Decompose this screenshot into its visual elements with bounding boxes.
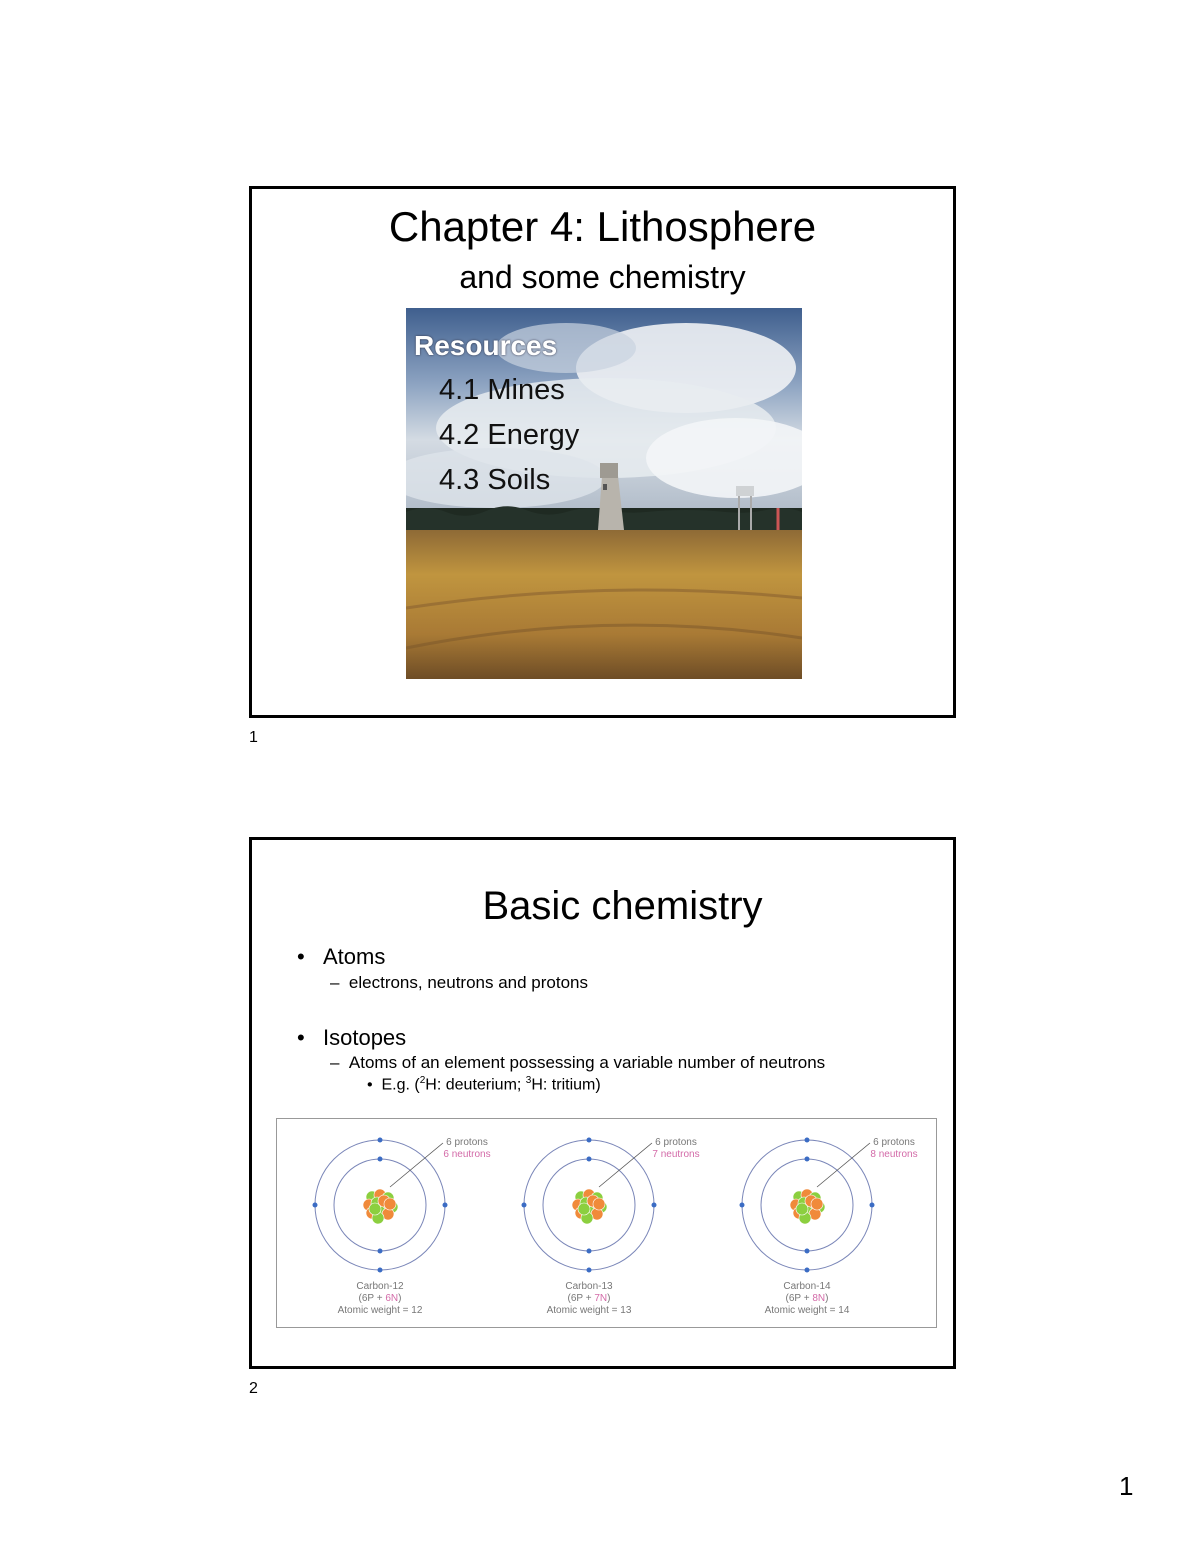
- proton: [796, 1203, 808, 1215]
- superscript: 3: [525, 1075, 532, 1086]
- neutron: [811, 1198, 823, 1210]
- atomic-weight: Atomic weight = 14: [764, 1305, 850, 1316]
- neutrons-label: 8 neutrons: [870, 1149, 918, 1160]
- bullet-label: Isotopes: [323, 1025, 407, 1050]
- slide-number: 2: [249, 1380, 258, 1397]
- proton: [369, 1203, 381, 1215]
- isotope-formula: (6P + 8N): [785, 1293, 829, 1304]
- bullet-label: Atoms: [323, 944, 386, 969]
- sub-bullet: – electrons, neutrons and protons: [330, 973, 589, 992]
- bullet-atoms: [297, 944, 385, 970]
- isotope-name: Carbon-13: [565, 1281, 613, 1292]
- example-bullet: • E.g. ($^2$H: deuterium; $^3$H: tritium): [367, 1075, 601, 1094]
- electron: [740, 1203, 745, 1208]
- resource-item: 4.1 Mines: [439, 374, 565, 406]
- isotopes-diagram: [277, 1119, 936, 1327]
- protons-label: 6 protons: [655, 1137, 697, 1148]
- isotope-name: Carbon-14: [783, 1281, 831, 1292]
- electron: [378, 1268, 383, 1273]
- isotope-formula: (6P + 7N): [567, 1293, 611, 1304]
- slide-subtitle: and some chemistry: [459, 259, 746, 295]
- electron: [870, 1203, 875, 1208]
- example-text: H: deuterium;: [425, 1076, 526, 1094]
- electron: [443, 1203, 448, 1208]
- electron: [652, 1203, 657, 1208]
- electron: [378, 1157, 383, 1162]
- resources-overlay: [406, 308, 802, 679]
- example-text: E.g. (: [381, 1076, 420, 1094]
- atomic-weight: Atomic weight = 13: [546, 1305, 632, 1316]
- neutron: [384, 1198, 396, 1210]
- slide-1: [249, 186, 956, 718]
- sub-bullet-text: electrons, neutrons and protons: [348, 973, 589, 992]
- slide-title: Basic chemistry: [482, 884, 763, 928]
- slide-number: 1: [249, 729, 258, 746]
- protons-label: 6 protons: [873, 1137, 915, 1148]
- bullet-dot: •: [297, 944, 305, 969]
- electron: [805, 1268, 810, 1273]
- pointer-line: [817, 1143, 870, 1187]
- slide-2: [249, 837, 956, 1369]
- electron: [378, 1138, 383, 1143]
- neutrons-label: 6 neutrons: [443, 1149, 491, 1160]
- electron: [805, 1157, 810, 1162]
- electron: [805, 1138, 810, 1143]
- atomic-weight: Atomic weight = 12: [337, 1305, 423, 1316]
- landscape-photo: [406, 308, 802, 679]
- electron: [522, 1203, 527, 1208]
- electron: [587, 1249, 592, 1254]
- isotope-formula: (6P + 6N): [358, 1293, 402, 1304]
- resources-heading: Resources: [414, 330, 558, 361]
- electron: [587, 1138, 592, 1143]
- pointer-line: [599, 1143, 652, 1187]
- electron: [587, 1268, 592, 1273]
- pointer-line: [390, 1143, 443, 1187]
- electron: [313, 1203, 318, 1208]
- electron: [805, 1249, 810, 1254]
- slide-title: Chapter 4: Lithosphere: [388, 203, 817, 250]
- page-number: 1: [1119, 1471, 1134, 1501]
- electron: [587, 1157, 592, 1162]
- protons-label: 6 protons: [446, 1137, 488, 1148]
- sub-bullet: – Atoms of an element possessing a variable number of neutrons: [330, 1053, 826, 1072]
- sub-bullet-text: Atoms of an element possessing a variable number of neutrons: [348, 1053, 826, 1072]
- resource-item: 4.3 Soils: [439, 464, 551, 496]
- electron: [378, 1249, 383, 1254]
- resource-item: 4.2 Energy: [439, 419, 580, 451]
- isotope-name: Carbon-12: [356, 1281, 404, 1292]
- neutrons-label: 7 neutrons: [652, 1149, 700, 1160]
- superscript: 2: [419, 1075, 426, 1086]
- proton: [578, 1203, 590, 1215]
- bullet-isotopes: [297, 1025, 406, 1051]
- neutron: [593, 1198, 605, 1210]
- carbon-isotopes-figure: [276, 1118, 937, 1328]
- example-text: H: tritium): [531, 1076, 601, 1094]
- bullet-dot: •: [297, 1025, 305, 1050]
